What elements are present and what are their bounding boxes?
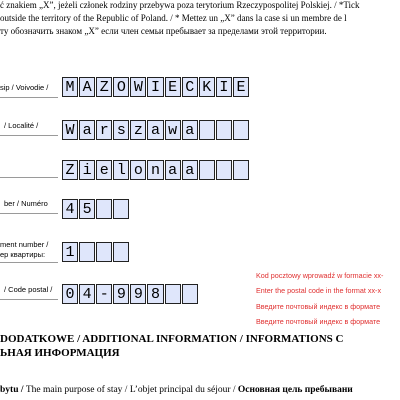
char-cell[interactable]: 4 (62, 199, 78, 219)
label-underline (0, 177, 58, 178)
char-cell[interactable] (113, 199, 129, 219)
char-cell[interactable]: z (130, 120, 146, 140)
note-line-2: outside the territory of the Republic of Poland. / * Mettez un „X” dans la case si un membre de l (0, 13, 347, 23)
char-cell[interactable] (79, 242, 95, 262)
postal-code-label: / Code postal / (4, 285, 53, 294)
char-cell[interactable] (113, 242, 129, 262)
char-cell[interactable]: Z (62, 160, 78, 180)
char-cell[interactable]: 4 (79, 284, 95, 304)
char-cell[interactable]: a (182, 120, 198, 140)
char-cell[interactable]: W (62, 120, 78, 140)
street-field[interactable] (62, 160, 250, 180)
label-underline (0, 262, 58, 263)
char-cell[interactable]: w (165, 120, 181, 140)
locality-label: / Localité / (4, 121, 39, 130)
char-cell[interactable]: M (62, 77, 78, 97)
purpose-pl: bytu / (0, 385, 26, 395)
char-cell[interactable]: a (79, 120, 95, 140)
house-number-field[interactable] (62, 199, 130, 219)
section-heading-line-1: DODATKOWE / ADDITIONAL INFORMATION / INFORMATIONS C (0, 333, 344, 345)
char-cell[interactable] (96, 199, 112, 219)
house-number-label: ber / Numéro (4, 199, 48, 208)
voivodeship-label: sip / Voivodie / (0, 83, 49, 92)
purpose-en-fr: The main purpose of stay / L’objet principal du séjour / (25, 385, 238, 395)
postal-hint-ru-1: Введите почтовый индекс в формате (256, 302, 381, 311)
char-cell[interactable]: n (147, 160, 163, 180)
char-cell[interactable]: A (79, 77, 95, 97)
char-cell[interactable]: I (216, 77, 232, 97)
section-heading-line-2: ЬНАЯ ИНФОРМАЦИЯ (0, 347, 120, 359)
label-underline (0, 135, 58, 136)
char-cell[interactable] (216, 160, 232, 180)
postal-hint-ru-2: Введите почтовый индекс в формате (256, 317, 381, 326)
char-cell[interactable]: Z (96, 77, 112, 97)
apartment-number-field[interactable] (62, 242, 130, 262)
char-cell[interactable]: C (182, 77, 198, 97)
char-cell[interactable]: E (165, 77, 181, 97)
char-cell[interactable]: s (113, 120, 129, 140)
char-cell[interactable] (233, 160, 249, 180)
char-cell[interactable] (233, 120, 249, 140)
purpose-ru: Основная цель пребывани (237, 385, 353, 395)
char-cell[interactable]: I (147, 77, 163, 97)
locality-field[interactable] (62, 120, 250, 140)
note-line-3: ту обозначить знаком „X” если член семьи пребывает за пределами этой территории. (0, 26, 327, 36)
char-cell[interactable] (165, 284, 181, 304)
postal-code-field[interactable] (62, 284, 199, 304)
char-cell[interactable] (199, 160, 215, 180)
char-cell[interactable]: 9 (130, 284, 146, 304)
char-cell[interactable]: E (233, 77, 249, 97)
char-cell[interactable] (182, 284, 198, 304)
purpose-of-stay-line (0, 384, 353, 396)
postal-hint-pl: Kod pocztowy wprowadź w formacie xx- (256, 271, 384, 280)
char-cell[interactable]: O (113, 77, 129, 97)
label-underline (0, 97, 58, 98)
char-cell[interactable]: i (79, 160, 95, 180)
char-cell[interactable]: e (96, 160, 112, 180)
char-cell[interactable]: W (130, 77, 146, 97)
char-cell[interactable]: 8 (147, 284, 163, 304)
char-cell[interactable]: o (130, 160, 146, 180)
char-cell[interactable]: a (182, 160, 198, 180)
label-underline (0, 213, 58, 214)
char-cell[interactable] (199, 120, 215, 140)
label-underline (0, 299, 58, 300)
apartment-label-line-2: ер квартиры: (0, 250, 46, 259)
char-cell[interactable]: r (96, 120, 112, 140)
char-cell[interactable]: a (147, 120, 163, 140)
char-cell[interactable] (96, 242, 112, 262)
char-cell[interactable]: 9 (113, 284, 129, 304)
char-cell[interactable]: 5 (79, 199, 95, 219)
postal-hint-en: Enter the postal code in the format xx-x (256, 286, 382, 295)
char-cell[interactable]: l (113, 160, 129, 180)
char-cell[interactable]: a (165, 160, 181, 180)
char-cell[interactable]: 1 (62, 242, 78, 262)
char-cell[interactable]: 0 (62, 284, 78, 304)
note-line-1: ć znakiem „X”, jeżeli członek rodziny przebywa poza terytorium Rzeczypospolitej Polskiej. / *Tick (0, 0, 360, 10)
char-cell[interactable]: - (96, 284, 112, 304)
char-cell[interactable] (216, 120, 232, 140)
voivodeship-field[interactable] (62, 77, 250, 97)
char-cell[interactable]: K (199, 77, 215, 97)
apartment-label-line-1: ment number / (0, 240, 49, 249)
